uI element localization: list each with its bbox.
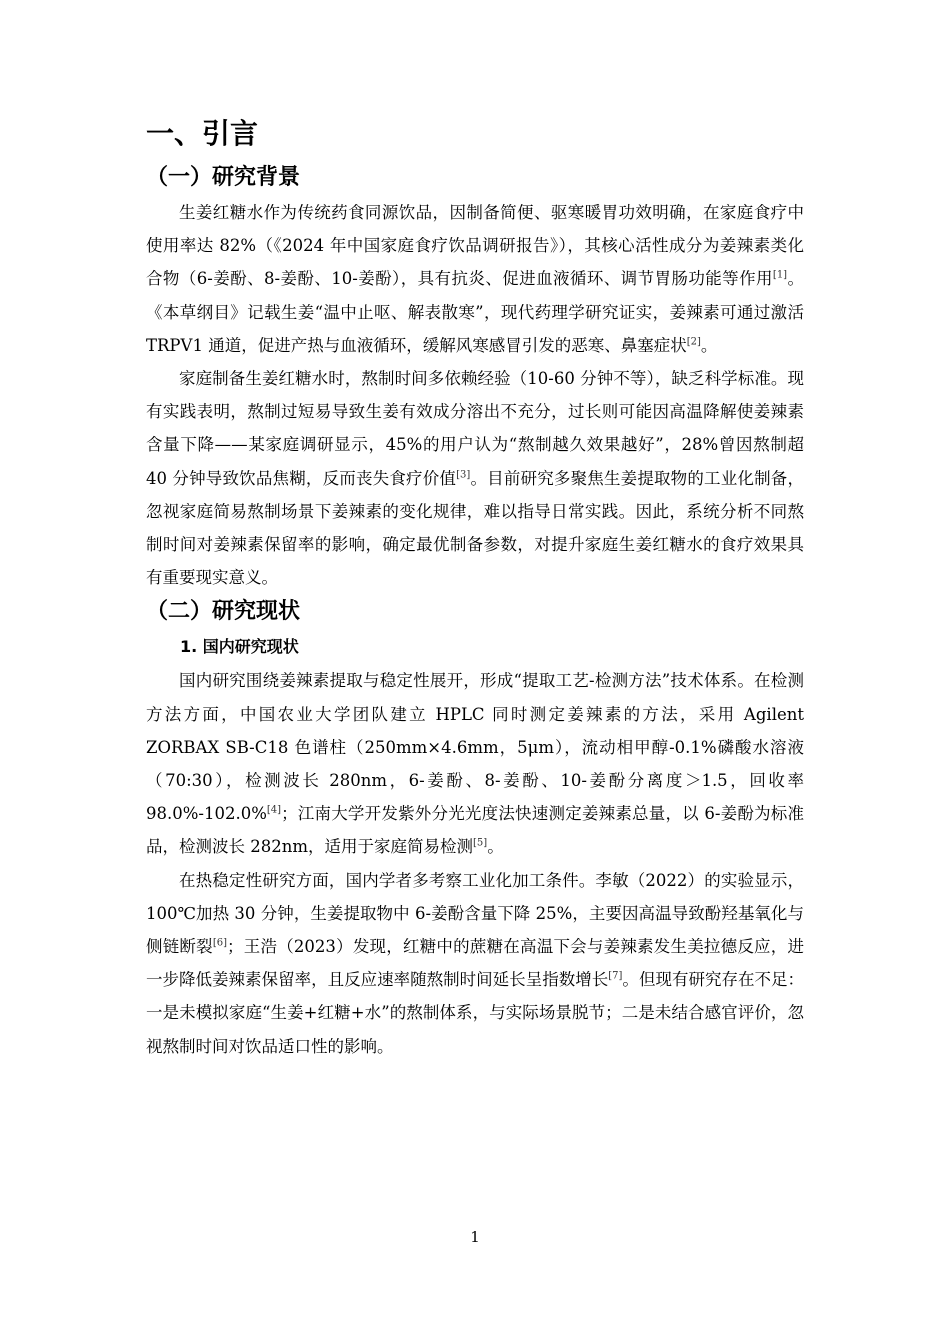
text-run: 。 xyxy=(700,335,718,355)
paragraph-background-1 xyxy=(146,196,804,362)
text-run: ；王浩（2023）发现，红糖中的蔗糖在高温下会与姜辣素发生美拉德反应，进一步降低姜辣素保留率，且反应速率随熬制时间延长呈指数增长 xyxy=(146,937,804,990)
section-heading-background: （一）研究背景 xyxy=(146,165,301,190)
text-run: 在热稳定性研究方面，国内学者多考察工业化加工条件。李敏（2022）的实验显示，100℃加热 30 分钟，生姜提取物中 6-姜酚含量下降 25%，主要因高温导致酚羟基氧化与侧链断裂 xyxy=(146,870,804,957)
text-run: 生姜红糖水作为传统药食同源饮品，因制备简便、驱寒暖胃功效明确，在家庭食疗中使用率达 82%（《2024 年中国家庭食疗饮品调研报告》），其核心活性成分为姜辣素类化合物（6-姜酚、8-姜酚、10-姜酚），具有抗炎、促进血液循环、调节胃肠功能等作用 xyxy=(146,203,804,289)
citation: [6] xyxy=(212,937,228,949)
paragraph-domestic-2 xyxy=(146,864,804,1063)
citation: [1] xyxy=(772,269,788,281)
section-heading-status: （二）研究现状 xyxy=(146,599,301,625)
citation: [7] xyxy=(608,970,623,982)
paragraph-domestic-1 xyxy=(146,664,804,863)
citation: [2] xyxy=(686,336,701,348)
citation: [3] xyxy=(456,469,471,481)
paragraph-background-2 xyxy=(146,362,804,594)
citation: [4] xyxy=(266,804,282,816)
chapter-heading: 一、引言 xyxy=(146,117,259,150)
text-run: ；江南大学开发紫外分光光度法快速测定姜辣素总量，以 6-姜酚为标准品，检测波长 282nm，适用于家庭简易检测 xyxy=(146,804,804,857)
text-run: 国内研究围绕姜辣素提取与稳定性展开，形成“提取工艺-检测方法”技术体系。在检测方法方面，中国农业大学团队建立 HPLC 同时测定姜辣素的方法，采用 Agilent ZORBAX SB-C18 色谱柱（250mm×4.6mm，5μm），流动相甲醇-0.1%磷酸水溶液（70:30），检测波长 280nm，6-姜酚、8-姜酚、10-姜酚分离度＞1.5，回收率 98.0%-102.0% xyxy=(146,671,804,824)
text-run: 。但现有研究存在不足：一是未模拟家庭“生姜+红糖+水”的熬制体系，与实际场景脱节；二是未结合感官评价，忽视熬制时间对饮品适口性的影响。 xyxy=(146,970,805,1056)
citation: [5] xyxy=(473,837,488,849)
text-run: 家庭制备生姜红糖水时，熬制时间多依赖经验（10-60 分钟不等），缺乏科学标准。现有实践表明，熬制过短易导致生姜有效成分溶出不充分，过长则可能因高温降解使姜辣素含量下降——某家庭调研显示，45%的用户认为“熬制越久效果越好”，28%曾因熬制超 40 分钟导致饮品焦糊，反而丧失食疗价值 xyxy=(146,369,804,488)
page-content xyxy=(146,112,804,1063)
text-run: 。目前研究多聚焦生姜提取物的工业化制备，忽视家庭简易熬制场景下姜辣素的变化规律，难以指导日常实践。因此，系统分析不同熬制时间对姜辣素保留率的影响，确定最优制备参数，对提升家庭生姜红糖水的食疗效果具有重要现实意义。 xyxy=(146,468,804,588)
page-number: 1 xyxy=(470,1228,480,1246)
text-run: 。 xyxy=(487,837,504,857)
subsection-heading-domestic: 1. 国内研究现状 xyxy=(180,637,299,657)
text-run: 。《本草纲目》记载生姜“温中止呕、解表散寒”，现代药理学研究证实，姜辣素可通过激活 TRPV1 通道，促进产热与血液循环，缓解风寒感冒引发的恶寒、鼻塞症状 xyxy=(146,269,805,355)
